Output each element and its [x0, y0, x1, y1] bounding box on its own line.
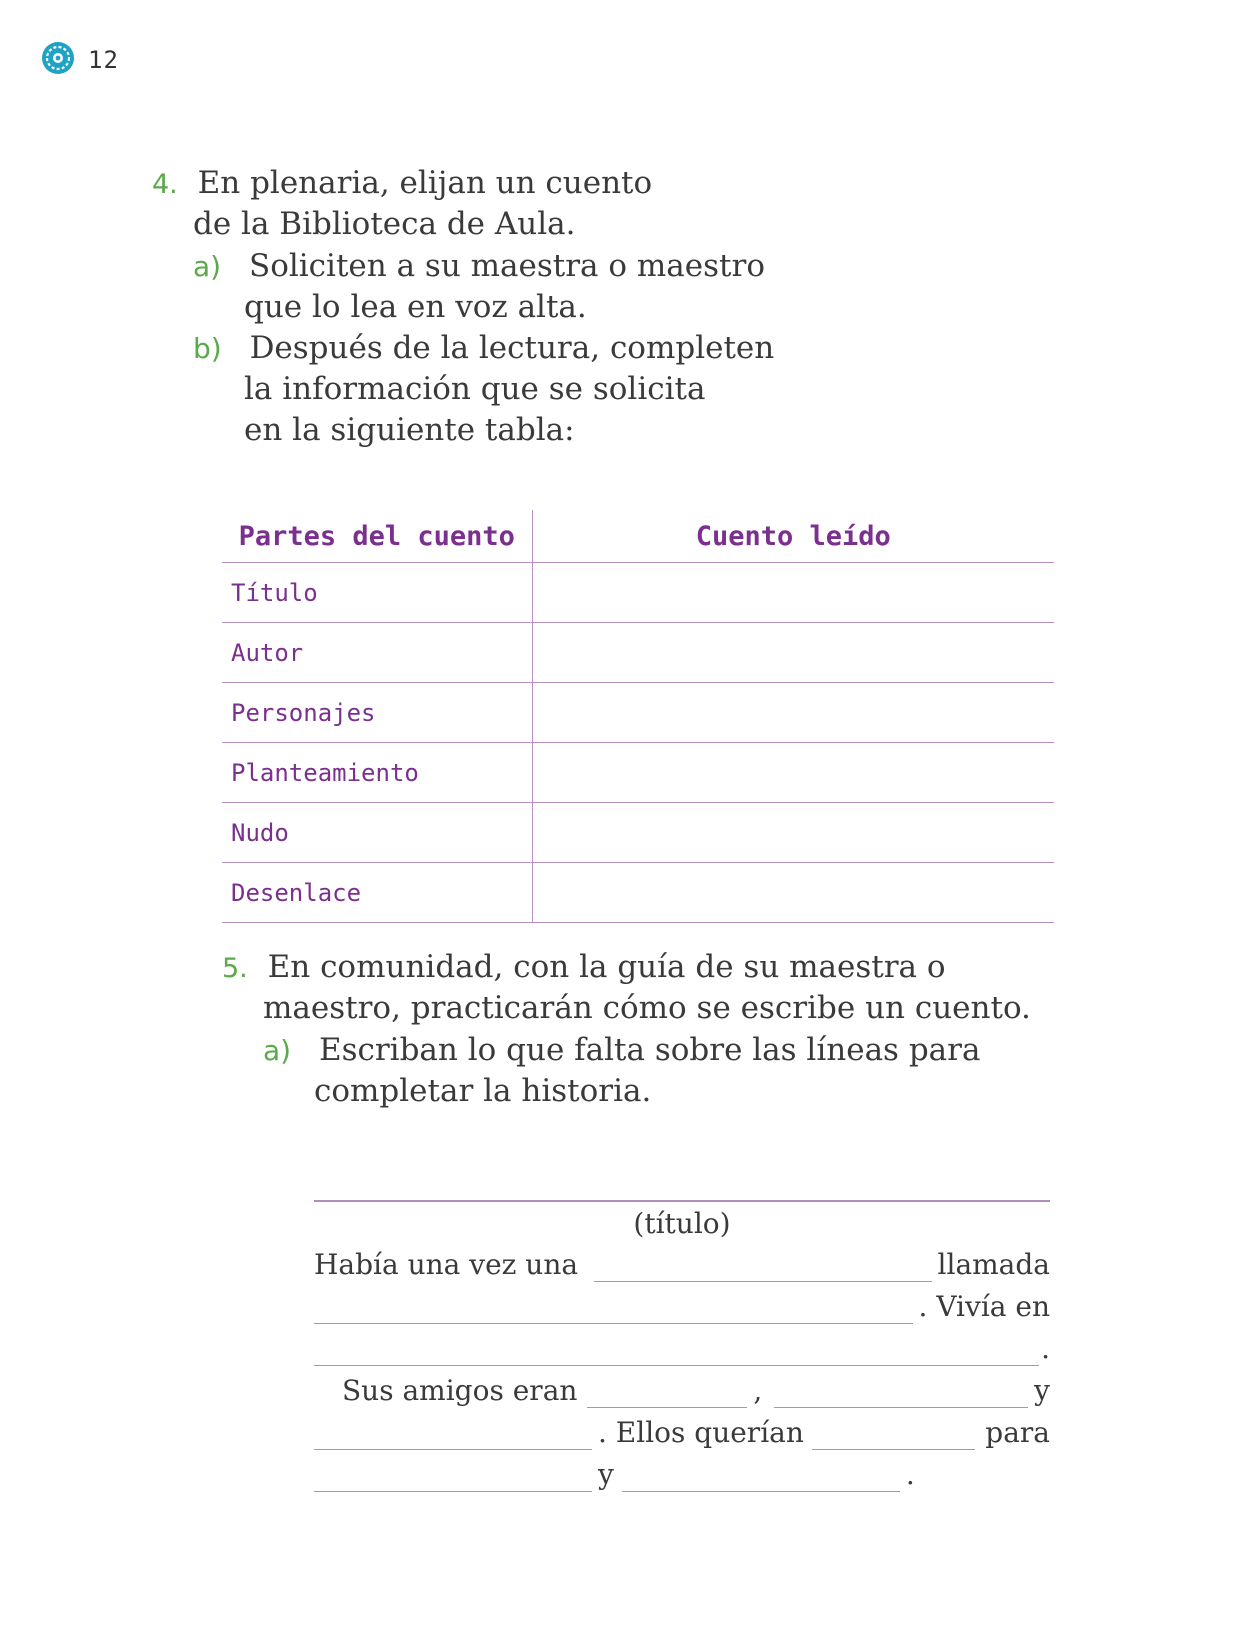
table-row — [222, 623, 1054, 683]
row-label-climax: Nudo — [222, 803, 532, 863]
row-label-title: Título — [222, 563, 532, 623]
q4b-text1: Después de la lectura, completen — [249, 330, 775, 366]
story-text-period1: . — [1041, 1332, 1050, 1365]
q4a-text1: Soliciten a su maestra o maestro — [248, 248, 765, 284]
answer-cell-title[interactable] — [532, 563, 1054, 623]
q5a-text1: Escriban lo que falta sobre las líneas para — [318, 1032, 981, 1068]
table-header-row — [222, 510, 1054, 563]
q4a-line2: que lo lea en voz alta. — [244, 289, 587, 325]
q4a-line1 — [193, 245, 765, 288]
story-text-for: para — [985, 1416, 1050, 1449]
story-line-2 — [314, 1284, 1050, 1324]
answer-cell-ending[interactable] — [532, 863, 1054, 923]
table-row — [222, 743, 1054, 803]
blank-friend-3[interactable] — [314, 1419, 592, 1450]
table-row — [222, 803, 1054, 863]
blank-friend-2[interactable] — [774, 1377, 1028, 1408]
story-text-comma: , — [753, 1374, 763, 1407]
story-line-4 — [314, 1368, 1050, 1408]
blank-friend-1[interactable] — [587, 1377, 747, 1408]
header-story-read: Cuento leído — [532, 510, 1054, 563]
q4b-line3: en la siguiente tabla: — [244, 412, 575, 448]
blank-place[interactable] — [314, 1335, 1039, 1366]
q4b-line1 — [193, 327, 774, 370]
answer-cell-setup[interactable] — [532, 743, 1054, 803]
story-parts-table — [222, 510, 1054, 923]
page-header — [40, 40, 119, 80]
q5a-line1 — [263, 1029, 980, 1072]
q5-line2: maestro, practicarán cómo se escribe un cuento. — [263, 990, 1031, 1026]
q4-line1 — [152, 162, 652, 206]
q4-text1: En plenaria, elijan un cuento — [197, 165, 653, 201]
q4b-line2: la información que se solicita — [244, 371, 706, 407]
story-parts-table-wrap — [222, 510, 1054, 923]
table-row — [222, 683, 1054, 743]
blank-goal-2[interactable] — [622, 1461, 900, 1492]
row-label-author: Autor — [222, 623, 532, 683]
answer-cell-climax[interactable] — [532, 803, 1054, 863]
answer-cell-author[interactable] — [532, 623, 1054, 683]
q5-number: 5. — [222, 953, 248, 984]
story-line-6 — [314, 1452, 1050, 1492]
q4b-label: b) — [193, 332, 222, 365]
story-text-wanted: . Ellos querían — [598, 1416, 804, 1449]
q5-line1 — [222, 946, 946, 990]
q4-line2: de la Biblioteca de Aula. — [193, 206, 576, 242]
table-row — [222, 563, 1054, 623]
blank-wish[interactable] — [812, 1419, 975, 1450]
row-label-setup: Planteamiento — [222, 743, 532, 803]
q4a-label: a) — [193, 250, 222, 283]
blank-character[interactable] — [594, 1251, 931, 1282]
title-caption: (título) — [633, 1207, 731, 1240]
story-text-friends: Sus amigos eran — [342, 1374, 578, 1407]
ornament-icon — [40, 40, 76, 80]
row-label-ending: Desenlace — [222, 863, 532, 923]
blank-name[interactable] — [314, 1293, 913, 1324]
story-text-had: Había una vez una — [314, 1248, 579, 1281]
table-row — [222, 863, 1054, 923]
story-text-period2: . — [905, 1458, 915, 1491]
q5a-label: a) — [263, 1034, 292, 1067]
story-text-lived: . Vivía en — [918, 1290, 1050, 1323]
story-text-and2: y — [598, 1458, 614, 1491]
q5a-line2: completar la historia. — [314, 1073, 652, 1109]
story-line-5 — [314, 1410, 1050, 1450]
story-line-1 — [314, 1242, 1050, 1282]
story-text-and1: y — [1034, 1374, 1050, 1407]
header-parts: Partes del cuento — [222, 510, 532, 563]
blank-goal-1[interactable] — [314, 1461, 592, 1492]
answer-cell-characters[interactable] — [532, 683, 1054, 743]
q4-number: 4. — [152, 169, 178, 200]
q5-text1: En comunidad, con la guía de su maestra o — [267, 949, 946, 985]
row-label-characters: Personajes — [222, 683, 532, 743]
story-text-named: llamada — [937, 1248, 1050, 1281]
title-blank[interactable] — [314, 1200, 1050, 1202]
story-line-3 — [314, 1326, 1050, 1366]
page-number: 12 — [88, 46, 119, 74]
